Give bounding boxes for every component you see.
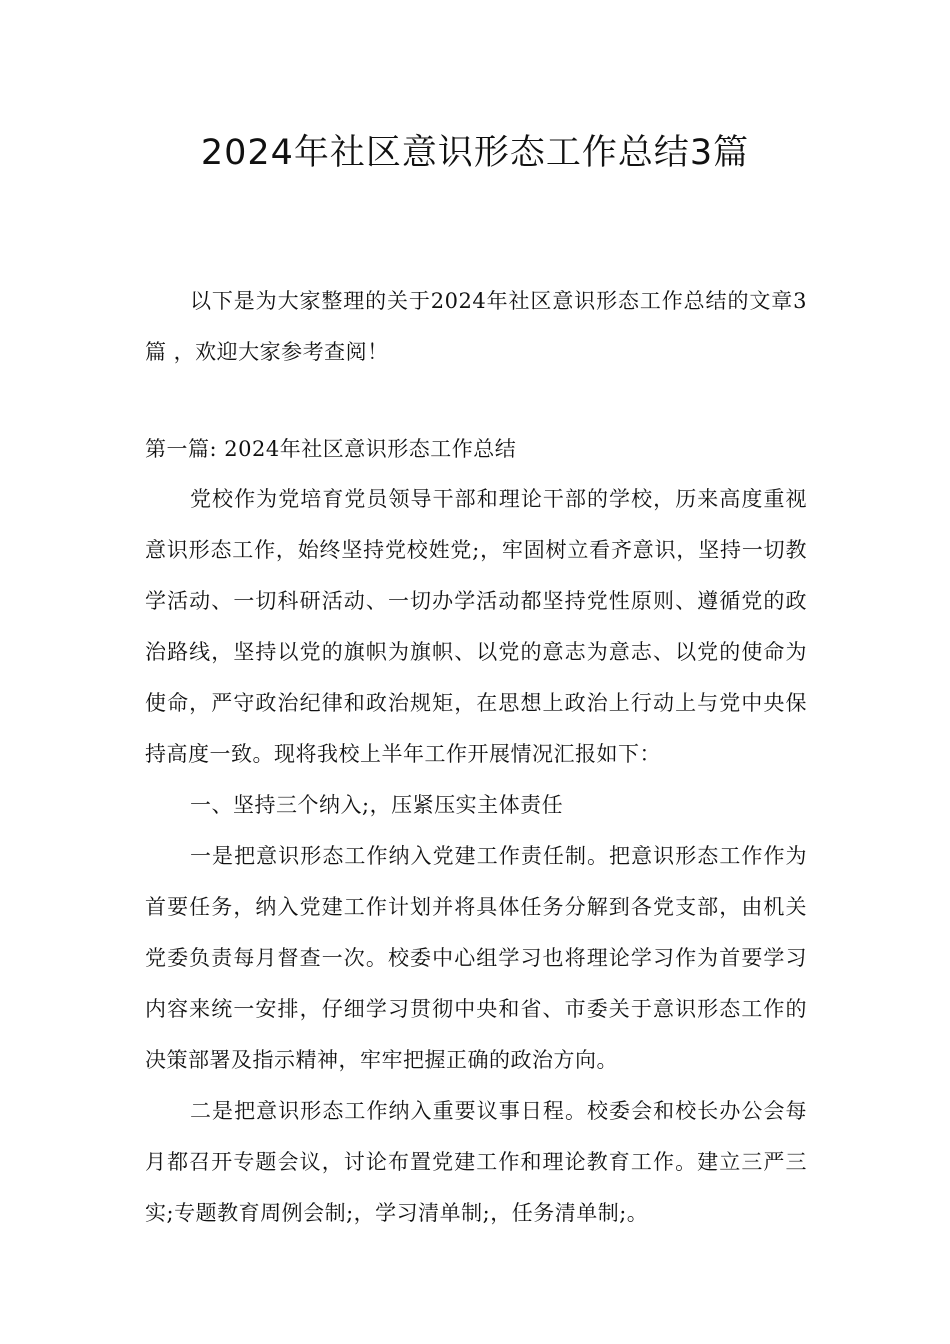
body-paragraph: 一是把意识形态工作纳入党建工作责任制。把意识形态工作作为首要任务，纳入党建工作计划并将具体任务分解到各党支部，由机关党委负责每月督查一次。校委中心组学习也将理论学习作为首要学习内容来统一安排，仔细学习贯彻中央和省、市委关于意识形态工作的决策部署及指示精神，牢牢把握正确的政治方向。 — [145, 844, 807, 1072]
body-paragraph: 二是把意识形态工作纳入重要议事日程。校委会和校长办公会每月都召开专题会议，讨论布置党建工作和理论教育工作。建立三严三实;专题教育周例会制;，学习清单制;，任务清单制;。 — [145, 1099, 807, 1225]
intro-paragraph: 以下是为大家整理的关于2024年社区意识形态工作总结的文章3篇 ，欢迎大家参考查阅！ — [145, 289, 807, 364]
section-heading: 第一篇: 2024年社区意识形态工作总结 — [145, 437, 517, 461]
body-paragraph: 党校作为党培育党员领导干部和理论干部的学校，历来高度重视意识形态工作，始终坚持党校姓党;，牢固树立看齐意识，坚持一切教学活动、一切科研活动、一切办学活动都坚持党性原则、遵循党的政治路线，坚持以党的旗帜为旗帜、以党的意志为意志、以党的使命为使命，严守政治纪律和政治规矩，在思想上政治上行动上与党中央保持高度一致。现将我校上半年工作开展情况汇报如下： — [145, 487, 807, 766]
document-title: 2024年社区意识形态工作总结3篇 — [200, 133, 750, 173]
article-body — [145, 474, 807, 1239]
subheading-paragraph: 一、坚持三个纳入;，压紧压实主体责任 — [190, 793, 564, 817]
